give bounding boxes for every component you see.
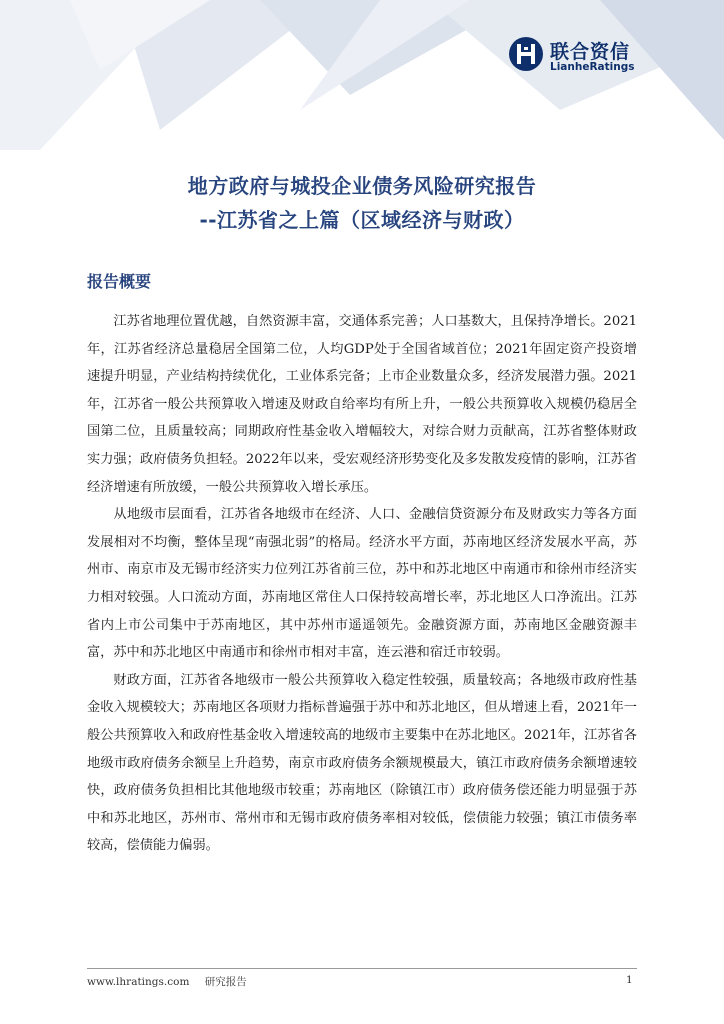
paragraph-2: 从地级市层面看，江苏省各地级市在经济、人口、金融信贷资源分布及财政实力等各方面发展相对不均衡，整体呈现“南强北弱”的格局。经济水平方面，苏南地区经济发展水平高，苏州市、南京市及无锡市经济实力位列江苏省前三位，苏中和苏北地区中南通市和徐州市经济实力相对较强。人口流动方面，苏南地区常住人口保持较高增长率，苏北地区人口净流出。江苏省内上市公司集中于苏南地区，其中苏州市遥遥领先。金融资源方面，苏南地区金融资源丰富，苏中和苏北地区中南通市和徐州市相对丰富，连云港和宿迁市较弱。 xyxy=(87,507,637,661)
section-heading: 报告概要 xyxy=(87,272,152,291)
brand-name-en: LianheRatings xyxy=(550,61,635,73)
brand-name-cn: 联合资信 xyxy=(550,41,631,63)
page-number: 1 xyxy=(626,974,633,986)
report-title: 地方政府与城投企业债务风险研究报告 xyxy=(187,174,537,198)
footer-divider xyxy=(87,968,637,969)
paragraph-3: 财政方面，江苏省各地级市一般公共预算收入稳定性较强，质量较高；各地级市政府性基金收入规模较大；苏南地区各项财力指标普遍强于苏中和苏北地区，但从增速上看，2021年一般公共预算收入和政府性基金收入增速较高的地级市主要集中在苏北地区。2021年，江苏省各地级市政府债务余额呈上升趋势，南京市政府债务余额规模最大，镇江市政府债务余额增速较快，政府债务负担相比其他地级市较重；苏南地区（除镇江市）政府债务偿还能力明显强于苏中和苏北地区，苏州市、常州市和无锡市政府债务率相对较低，偿债能力较强；镇江市债务率较高，偿债能力偏弱。 xyxy=(87,672,637,854)
footer-left xyxy=(87,974,259,989)
paragraph-1: 江苏省地理位置优越，自然资源丰富，交通体系完善；人口基数大，且保持净增长。2021年，江苏省经济总量稳居全国第二位，人均GDP处于全国省域首位；2021年固定资产投资增速提升明显，产业结构持续优化，工业体系完备；上市企业数量众多，经济发展潜力强。2021年，江苏省一般公共预算收入增速及财政自给率均有所上升，一般公共预算收入规模仍稳居全国第二位，且质量较高；同期政府性基金收入增幅较大，对综合财力贡献高，江苏省整体财政实力强；政府债务负担轻。2022年以来，受宏观经济形势变化及多发散发疫情的影响，江苏省经济增速有所放缓，一般公共预算收入增长承压。 xyxy=(87,314,637,495)
lianhe-ratings-logo xyxy=(508,36,658,76)
footer-website: www.lhratings.com xyxy=(87,976,190,988)
lianhe-logo-icon xyxy=(508,36,544,72)
footer-doc-type: 研究报告 xyxy=(204,976,247,988)
report-subtitle: --江苏省之上篇（区域经济与财政） xyxy=(199,208,525,232)
summary-body xyxy=(87,308,637,860)
